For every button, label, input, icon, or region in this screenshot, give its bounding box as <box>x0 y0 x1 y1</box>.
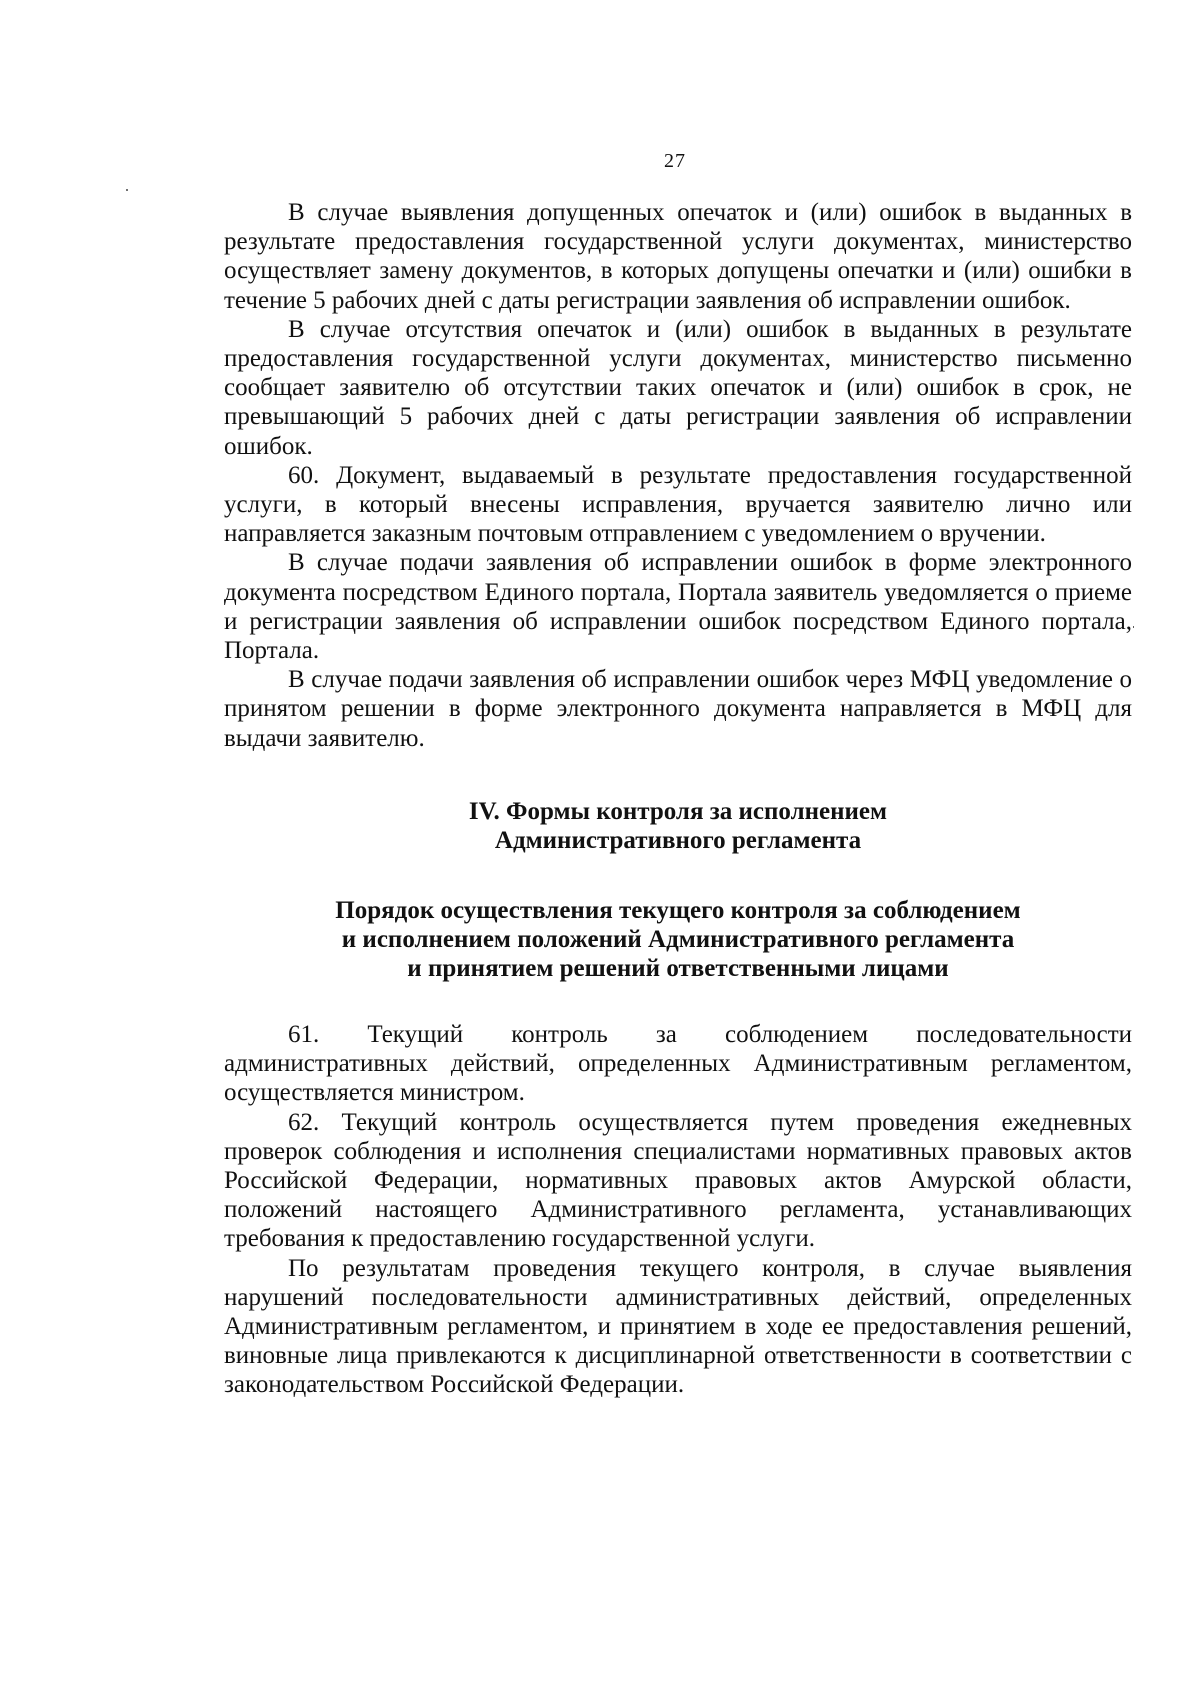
paragraph-typo-correction: В случае выявления допущенных опечаток и (или) ошибок в выданных в результате предоставления государственной услуги документах, министерство осуществляет замену документов, в которых допущены опечатки и (или) ошибки в течение 5 рабочих дней с даты регистрации заявления об исправлении ошибок. <box>224 199 1132 314</box>
section-heading <box>224 797 1132 856</box>
scan-speck <box>1133 626 1134 628</box>
paragraph-60: 60. Документ, выдаваемый в результате предоставления государственной услуги, в который внесены исправления, вручается заявителю лично или направляется заказным почтовым отправлением с уведомлением о вручении. <box>224 461 1132 548</box>
section-heading-line: Административного регламента <box>494 827 862 855</box>
document-body <box>224 198 1132 1400</box>
paragraph-mfc-application: В случае подачи заявления об исправлении ошибок через МФЦ уведомление о принятом решении в форме электронного документа направляется в МФЦ для выдачи заявителю. <box>224 666 1132 752</box>
paragraph-control-results: По результатам проведения текущего контроля, в случае выявления нарушений последовательности административных действий, определенных Административным регламентом, и принятием в ходе ее предоставления решений, виновные лица привлекаются к дисциплинарной ответственности в соответствии с законодательством Российской Федерации. <box>224 1254 1132 1399</box>
paragraph-electronic-application: В случае подачи заявления об исправлении ошибок в форме электронного документа посредством Единого портала, Портала заявитель уведомляется о приеме и регистрации заявления об исправлении ошибок посредством Единого портала, Портала. <box>224 549 1132 665</box>
subsection-heading <box>224 896 1132 984</box>
page-number: 27 <box>664 150 686 172</box>
section-heading-line: IV. Формы контроля за исполнением <box>468 797 888 825</box>
scan-speck <box>126 189 128 191</box>
paragraph-62: 62. Текущий контроль осуществляется путем проведения ежедневных проверок соблюдения и исполнения специалистами нормативных правовых актов Российской Федерации, нормативных правовых актов Амурской области, положений настоящего Административного регламента, устанавливающих требования к предоставлению государственной услуги. <box>224 1108 1132 1253</box>
subsection-heading-line: и принятием решений ответственными лицами <box>407 955 949 983</box>
paragraph-61: 61. Текущий контроль за соблюдением последовательности административных действий, определенных Административным регламентом, осуществляется министром. <box>224 1020 1132 1107</box>
subsection-heading-line: Порядок осуществления текущего контроля за соблюдением <box>335 896 1021 924</box>
subsection-heading-line: и исполнением положений Административного регламента <box>341 926 1015 954</box>
paragraph-no-typos: В случае отсутствия опечаток и (или) ошибок в выданных в результате предоставления государственной услуги документах, министерство письменно сообщает заявителю об отсутствии таких опечаток и (или) ошибок в срок, не превышающий 5 рабочих дней с даты регистрации заявления об исправлении ошибок. <box>224 315 1132 460</box>
